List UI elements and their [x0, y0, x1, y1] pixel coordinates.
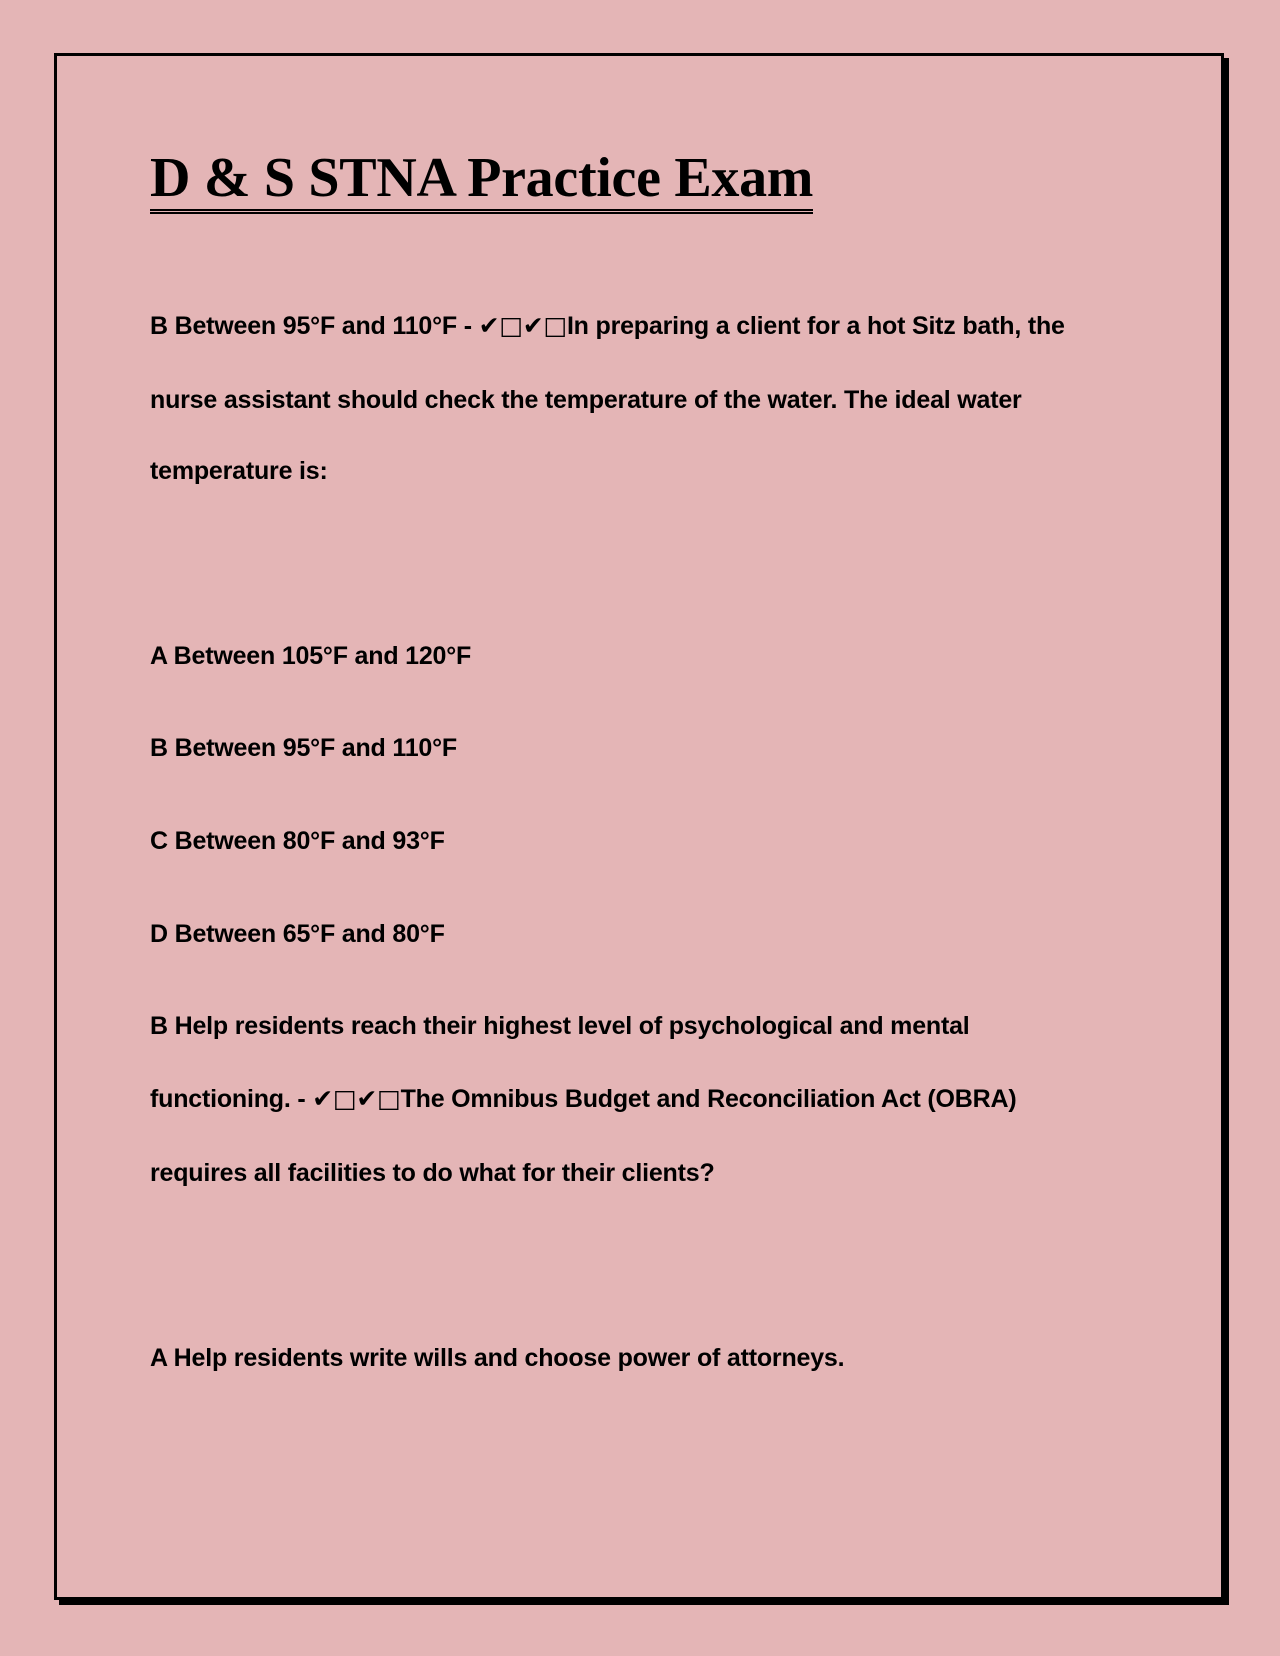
question-2-answer: functioning. -: [150, 1085, 313, 1113]
question-1-answer: B Between 95°F and 110°F -: [150, 312, 479, 340]
question-2-line-1: B Help residents reach their highest level of psychological and mental: [150, 1012, 970, 1040]
check-mark-icon: ✔□✔□: [478, 311, 567, 340]
page-title: D & S STNA Practice Exam: [150, 150, 813, 214]
question-1-line-3: temperature is:: [150, 457, 328, 485]
question-1-option-c: C Between 80°F and 93°F: [150, 827, 445, 855]
question-1-option-a: A Between 105°F and 120°F: [150, 642, 472, 670]
question-1-line-1: [150, 311, 1065, 341]
check-mark-icon: ✔□✔□: [312, 1084, 401, 1113]
question-1-text: In preparing a client for a hot Sitz bath, the: [566, 312, 1065, 340]
question-2-text: The Omnibus Budget and Reconciliation Act (OBRA): [400, 1085, 1017, 1113]
question-2-line-2: [150, 1084, 1016, 1114]
question-1-option-d: D Between 65°F and 80°F: [150, 920, 445, 948]
question-2-option-a: A Help residents write wills and choose power of attorneys.: [150, 1344, 845, 1372]
question-1-option-b: B Between 95°F and 110°F: [150, 734, 457, 762]
question-1-line-2: nurse assistant should check the temperature of the water. The ideal water: [150, 386, 1022, 414]
question-2-line-3: requires all facilities to do what for their clients?: [150, 1159, 715, 1187]
